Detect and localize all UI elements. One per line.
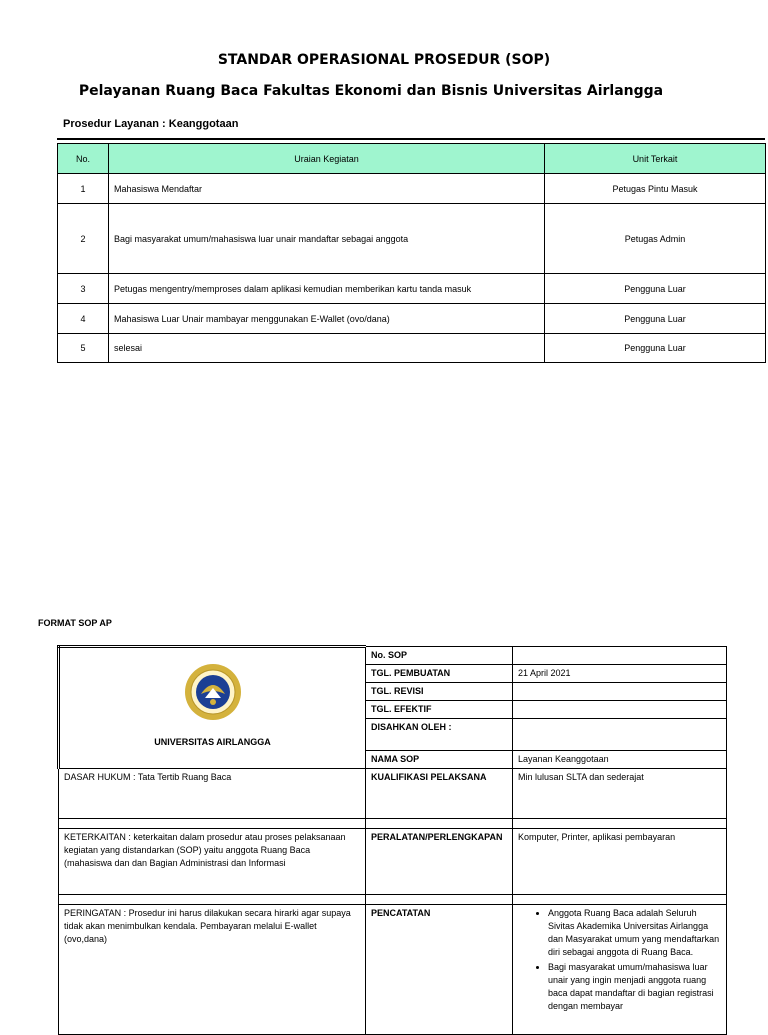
row-no: 4 (58, 304, 109, 334)
spacer-cell (59, 895, 366, 905)
keterkaitan: KETERKAITAN : keterkaitan dalam prosedur atau proses pelaksanaan kegiatan yang distandarkan (SOP) yaitu anggota Ruang Baca (mahasiswa dan dan Bagian Administrasi dan Informasi (59, 829, 366, 895)
document-subtitle: Pelayanan Ruang Baca Fakultas Ekonomi dan Bisnis Universitas Airlangga (78, 83, 664, 99)
document-title: STANDAR OPERASIONAL PROSEDUR (SOP) (217, 52, 551, 68)
kualifikasi-value: Min lulusan SLTA dan sederajat (513, 769, 727, 819)
header-unit: Unit Terkait (545, 144, 766, 174)
nama-sop-value: Layanan Keanggotaan (513, 751, 727, 769)
spacer-cell (59, 819, 366, 829)
row-activity: Mahasiswa Luar Unair mambayar menggunakan E-Wallet (ovo/dana) (109, 304, 545, 334)
no-sop-label: No. SOP (366, 647, 513, 665)
row-no: 5 (58, 334, 109, 363)
row-activity: Mahasiswa Mendaftar (109, 174, 545, 204)
row-no: 1 (58, 174, 109, 204)
spacer-cell (513, 819, 727, 829)
university-logo (183, 662, 243, 722)
sop-form-table (57, 645, 727, 1035)
row-unit: Pengguna Luar (545, 334, 766, 363)
header-no: No. (58, 144, 109, 174)
header-divider (57, 138, 765, 140)
spacer-cell (513, 895, 727, 905)
table-row (58, 274, 766, 304)
tgl-revisi-value (513, 683, 727, 701)
row-unit: Pengguna Luar (545, 274, 766, 304)
steps-table (57, 143, 766, 363)
tgl-pembuatan-label: TGL. PEMBUATAN (366, 665, 513, 683)
nama-sop-label: NAMA SOP (366, 751, 513, 769)
tgl-pembuatan-value: 21 April 2021 (513, 665, 727, 683)
peralatan-value: Komputer, Printer, aplikasi pembayaran (513, 829, 727, 895)
row-activity: selesai (109, 334, 545, 363)
table-header-row (58, 144, 766, 174)
logo-cell (59, 647, 366, 769)
row-no: 3 (58, 274, 109, 304)
disahkan-value (513, 719, 727, 751)
kualifikasi-label: KUALIFIKASI PELAKSANA (366, 769, 513, 819)
row-unit: Petugas Admin (545, 204, 766, 274)
row-unit: Pengguna Luar (545, 304, 766, 334)
spacer-cell (366, 819, 513, 829)
tgl-efektif-label: TGL. EFEKTIF (366, 701, 513, 719)
dasar-hukum: DASAR HUKUM : Tata Tertib Ruang Baca (59, 769, 366, 819)
pencatatan-notes (513, 905, 727, 1035)
list-item: • Anggota Ruang Baca adalah Seluruh Sivitas Akademika Universitas Airlangga dan Masyarakat umum yang mendaftarkan diri sebagai anggota di Ruang Baca. (548, 907, 721, 959)
table-row (58, 174, 766, 204)
row-activity: Petugas mengentry/memproses dalam aplikasi kemudian memberikan kartu tanda masuk (109, 274, 545, 304)
list-item: • Bagi masyarakat umum/mahasiswa luar unair yang ingin menjadi anggota ruang baca dapat mandaftar di bagian registrasi dengan membayar (548, 961, 721, 1013)
pencatatan-label: PENCATATAN (366, 905, 513, 1035)
peringatan: PERINGATAN : Prosedur ini harus dilakukan secara hirarki agar supaya tidak akan menimbulkan kendala. Pembayaran melalui E-wallet (ovo,dana) (59, 905, 366, 1035)
row-unit: Petugas Pintu Masuk (545, 174, 766, 204)
table-row (58, 334, 766, 363)
table-row (58, 304, 766, 334)
header-activity: Uraian Kegiatan (109, 144, 545, 174)
format-label: FORMAT SOP AP (38, 618, 112, 628)
university-name: UNIVERSITAS AIRLANGGA (154, 737, 271, 747)
tgl-revisi-label: TGL. REVISI (366, 683, 513, 701)
procedure-label: Prosedur Layanan : Keanggotaan (63, 118, 239, 130)
disahkan-label: DISAHKAN OLEH : (366, 719, 513, 751)
peralatan-label: PERALATAN/PERLENGKAPAN (366, 829, 513, 895)
table-row (58, 204, 766, 274)
row-activity: Bagi masyarakat umum/mahasiswa luar unair mandaftar sebagai anggota (109, 204, 545, 274)
no-sop-value (513, 647, 727, 665)
tgl-efektif-value (513, 701, 727, 719)
row-no: 2 (58, 204, 109, 274)
spacer-cell (366, 895, 513, 905)
